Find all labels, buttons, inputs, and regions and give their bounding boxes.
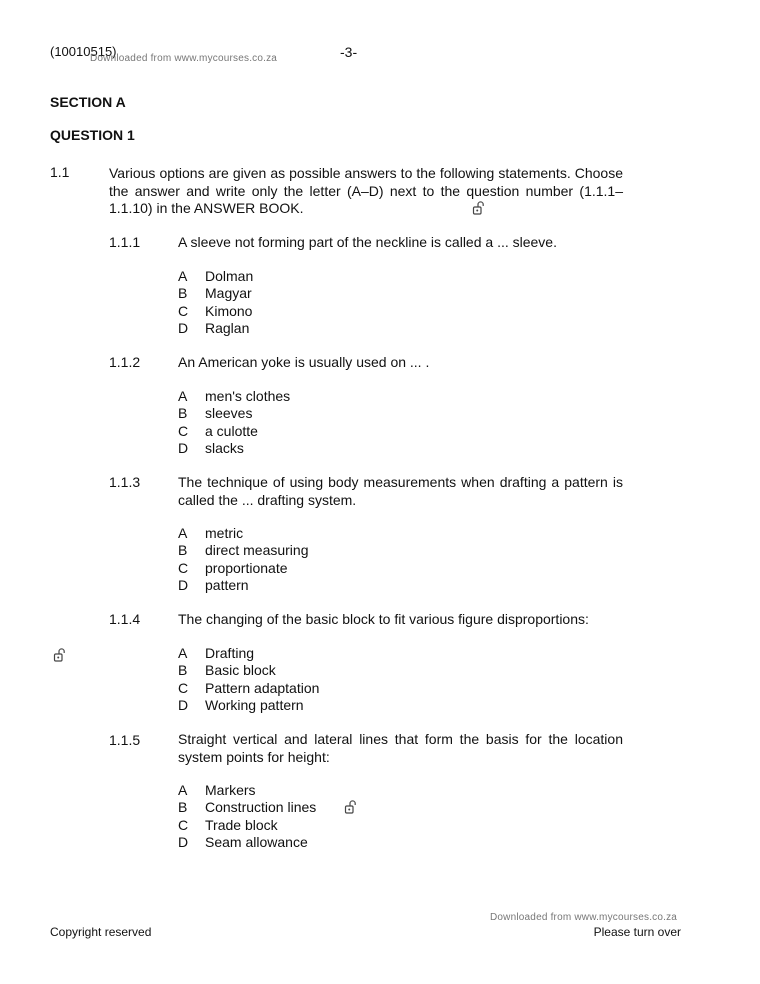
question-number: 1.1.3 — [109, 474, 141, 490]
option-item — [178, 285, 253, 302]
option-text: direct measuring — [205, 542, 309, 559]
option-letter: D — [178, 439, 189, 456]
option-text: Markers — [205, 782, 256, 798]
option-text: pattern — [205, 576, 249, 593]
option-text: proportionate — [205, 559, 288, 576]
option-letter: A — [178, 268, 188, 284]
option-item — [178, 440, 290, 457]
option-letter: A — [178, 525, 188, 541]
option-text: slacks — [205, 439, 244, 456]
option-text: Raglan — [205, 319, 250, 336]
option-letter: D — [178, 576, 189, 593]
option-letter: B — [178, 405, 188, 422]
option-list — [178, 645, 319, 714]
option-text: Pattern adaptation — [205, 679, 320, 696]
option-item — [178, 525, 309, 542]
question-text: The technique of using body measurements when drafting a pattern is called the ... drafting system. — [178, 474, 623, 508]
option-list — [178, 525, 309, 594]
question-text: The changing of the basic block to fit various figure disproportions: — [178, 611, 589, 627]
footer-watermark: Downloaded from www.mycourses.co.za — [490, 912, 678, 923]
option-letter: B — [178, 285, 188, 302]
section-title: SECTION A — [50, 94, 126, 110]
question-title: QUESTION 1 — [50, 127, 135, 143]
option-item — [178, 834, 316, 851]
option-text: Magyar — [205, 285, 252, 302]
option-text: Construction lines — [205, 799, 317, 816]
option-letter: C — [178, 422, 189, 439]
question-number: 1.1.1 — [109, 234, 141, 250]
option-letter: B — [178, 662, 188, 679]
option-item — [178, 423, 290, 440]
header-watermark: Downloaded from www.mycourses.co.za — [90, 53, 278, 64]
unlock-icon[interactable] — [53, 648, 67, 662]
option-item — [178, 268, 253, 285]
question-number: 1.1.4 — [109, 611, 141, 627]
option-item — [178, 799, 316, 816]
option-item — [178, 782, 316, 799]
instruction-text: Various options are given as possible answers to the following statements. Choose the answer and write only the letter (A–D) next to the question number (1.1.1–1.1.10) in the ANSWER BOOK. — [109, 165, 623, 216]
option-text: Basic block — [205, 662, 276, 679]
option-text: a culotte — [205, 422, 258, 439]
option-text: men's clothes — [205, 388, 291, 404]
option-letter: C — [178, 559, 189, 576]
question-number: 1.1.5 — [109, 732, 141, 748]
option-letter: C — [178, 816, 189, 833]
option-item — [178, 680, 319, 697]
unlock-icon[interactable] — [344, 800, 358, 814]
option-text: Kimono — [205, 302, 253, 319]
option-item — [178, 388, 290, 405]
option-text: Seam allowance — [205, 833, 308, 850]
option-item — [178, 577, 309, 594]
question-text: An American yoke is usually used on ... . — [178, 354, 430, 370]
option-item — [178, 817, 316, 834]
option-item — [178, 303, 253, 320]
option-letter: D — [178, 319, 189, 336]
option-text: Dolman — [205, 268, 254, 284]
paper-code: (10010515) — [50, 44, 117, 59]
option-list — [178, 268, 253, 337]
option-list — [178, 388, 290, 457]
instruction-number: 1.1 — [50, 164, 70, 180]
turn-over-text: Please turn over — [593, 925, 681, 939]
option-letter: A — [178, 782, 188, 798]
copyright-text: Copyright reserved — [50, 925, 152, 939]
option-list — [178, 782, 316, 851]
option-letter: B — [178, 542, 188, 559]
option-text: Working pattern — [205, 696, 304, 713]
option-item — [178, 405, 290, 422]
option-item — [178, 560, 309, 577]
page-number: -3- — [340, 44, 358, 60]
question-text: A sleeve not forming part of the neckline is called a ... sleeve. — [178, 234, 557, 250]
question-text: Straight vertical and lateral lines that form the basis for the location system points for height: — [178, 731, 623, 765]
option-item — [178, 645, 319, 662]
option-letter: C — [178, 302, 189, 319]
option-item — [178, 542, 309, 559]
option-letter: D — [178, 696, 189, 713]
option-item — [178, 320, 253, 337]
option-letter: A — [178, 388, 188, 404]
option-text: Drafting — [205, 645, 255, 661]
option-item — [178, 697, 319, 714]
option-letter: D — [178, 833, 189, 850]
option-letter: A — [178, 645, 188, 661]
unlock-icon[interactable] — [472, 201, 486, 215]
option-item — [178, 662, 319, 679]
option-letter: B — [178, 799, 188, 816]
option-letter: C — [178, 679, 189, 696]
option-text: metric — [205, 525, 244, 541]
question-number: 1.1.2 — [109, 354, 141, 370]
option-text: sleeves — [205, 405, 253, 422]
option-text: Trade block — [205, 816, 278, 833]
